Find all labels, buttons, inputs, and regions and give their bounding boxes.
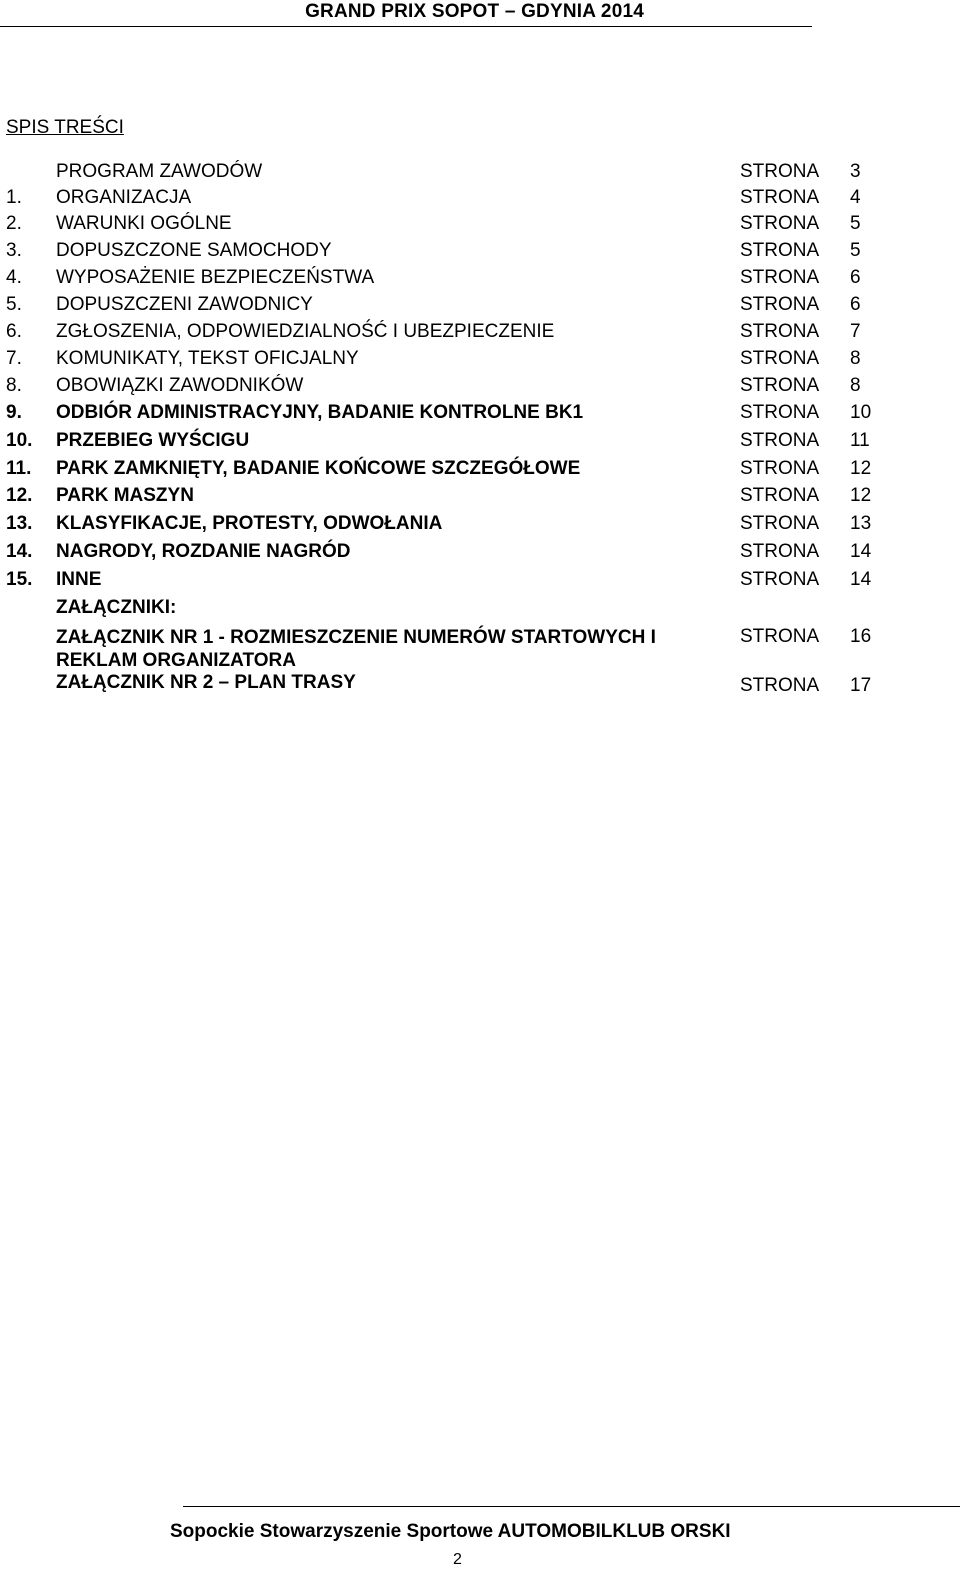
- toc-entry-title: KLASYFIKACJE, PROTESTY, ODWOŁANIA: [56, 513, 443, 534]
- toc-entry-title: WYPOSAŻENIE BEZPIECZEŃSTWA: [56, 267, 375, 288]
- toc-entry-strona-label: STRONA: [740, 267, 820, 288]
- toc-entry-page-number: 12: [850, 458, 872, 479]
- toc-entry-strona-label: STRONA: [740, 187, 820, 208]
- toc-entry-page-number: 4: [850, 187, 861, 208]
- toc-entry-page-number: 13: [850, 513, 872, 534]
- toc-heading: SPIS TREŚCI: [6, 117, 124, 138]
- toc-entry-title: KOMUNIKATY, TEKST OFICJALNY: [56, 348, 359, 369]
- toc-entry-number: 9.: [6, 402, 22, 423]
- toc-entry-page-number: 8: [850, 348, 861, 369]
- toc-entry-strona-label: STRONA: [740, 294, 820, 315]
- toc-entry-page-number: 3: [850, 161, 861, 182]
- toc-entry-strona-label: STRONA: [740, 348, 820, 369]
- toc-entry-number: 7.: [6, 348, 22, 369]
- toc-entry-title: ZGŁOSZENIA, ODPOWIEDZIALNOŚĆ I UBEZPIECZENIE: [56, 321, 555, 342]
- footer-rule: [183, 1506, 960, 1507]
- toc-entry-number: 5.: [6, 294, 22, 315]
- toc-entry-number: 3.: [6, 240, 22, 261]
- toc-entry-page-number: 6: [850, 267, 861, 288]
- toc-entry-strona-label: STRONA: [740, 402, 820, 423]
- footer-organization: Sopockie Stowarzyszenie Sportowe AUTOMOBILKLUB ORSKI: [170, 1521, 731, 1542]
- toc-entry-page-number: 16: [850, 626, 872, 647]
- toc-attachment-title: ZAŁĄCZNIK NR 2 – PLAN TRASY: [56, 672, 356, 693]
- toc-entry-number: 2.: [6, 213, 22, 234]
- document-header: [0, 0, 960, 26]
- toc-entry-title: ODBIÓR ADMINISTRACYJNY, BADANIE KONTROLNE BK1: [56, 402, 584, 423]
- page-number: 2: [453, 1551, 462, 1568]
- toc-entry-strona-label: STRONA: [740, 213, 820, 234]
- toc-entry-strona-label: STRONA: [740, 240, 820, 261]
- toc-entry-number: 6.: [6, 321, 22, 342]
- toc-entry-title: PARK MASZYN: [56, 485, 194, 506]
- toc-entry-number: 12.: [6, 485, 33, 506]
- toc-entry-title: PRZEBIEG WYŚCIGU: [56, 430, 250, 451]
- toc-entry-number: 11.: [6, 458, 32, 479]
- toc-entry-strona-label: STRONA: [740, 485, 820, 506]
- toc-entry-number: 4.: [6, 267, 22, 288]
- toc-entry-title: OBOWIĄZKI ZAWODNIKÓW: [56, 375, 304, 396]
- toc-attachment-title: ZAŁĄCZNIK NR 1 - ROZMIESZCZENIE NUMERÓW STARTOWYCH I REKLAM ORGANIZATORA: [56, 627, 656, 671]
- toc-entry-number: 15.: [6, 569, 33, 590]
- toc-entry-strona-label: STRONA: [740, 458, 820, 479]
- toc-entry-page-number: 12: [850, 485, 872, 506]
- toc-entry-page-number: 11: [850, 430, 870, 451]
- header-title: GRAND PRIX SOPOT – GDYNIA 2014: [305, 1, 644, 22]
- toc-entry-page-number: 17: [850, 675, 872, 696]
- toc-entry-number: 1.: [6, 187, 22, 208]
- toc-entry-strona-label: STRONA: [740, 626, 820, 647]
- toc-entry-page-number: 14: [850, 569, 872, 590]
- toc-entry-page-number: 7: [850, 321, 861, 342]
- toc-entry-strona-label: STRONA: [740, 569, 820, 590]
- toc-entry-strona-label: STRONA: [740, 675, 820, 696]
- toc-entry-strona-label: STRONA: [740, 321, 820, 342]
- toc-entry-number: 13.: [6, 513, 33, 534]
- toc-entry-strona-label: STRONA: [740, 541, 820, 562]
- toc-entry-title: INNE: [56, 569, 102, 590]
- toc-entry-strona-label: STRONA: [740, 375, 820, 396]
- toc-entry-title: PROGRAM ZAWODÓW: [56, 161, 263, 182]
- toc-attachments-heading: ZAŁĄCZNIKI:: [56, 597, 177, 618]
- toc-entry-title: DOPUSZCZONE SAMOCHODY: [56, 240, 332, 261]
- toc-entry-title: PARK ZAMKNIĘTY, BADANIE KOŃCOWE SZCZEGÓŁOWE: [56, 458, 581, 479]
- toc-entry-number: 10.: [6, 430, 33, 451]
- toc-entry-title: NAGRODY, ROZDANIE NAGRÓD: [56, 541, 351, 562]
- toc-entry-strona-label: STRONA: [740, 430, 820, 451]
- toc-entry-page-number: 8: [850, 375, 861, 396]
- toc-entry-page-number: 5: [850, 213, 861, 234]
- toc-entry-number: 14.: [6, 541, 33, 562]
- toc-entry-page-number: 5: [850, 240, 861, 261]
- toc-entry-number: 8.: [6, 375, 22, 396]
- toc-entry-title: WARUNKI OGÓLNE: [56, 213, 232, 234]
- toc-entry-page-number: 6: [850, 294, 861, 315]
- toc-entry-page-number: 10: [850, 402, 872, 423]
- toc-entry-strona-label: STRONA: [740, 513, 820, 534]
- header-rule: [0, 26, 812, 27]
- toc-entry-title: DOPUSZCZENI ZAWODNICY: [56, 294, 313, 315]
- toc-entry-page-number: 14: [850, 541, 872, 562]
- toc-entry-strona-label: STRONA: [740, 161, 820, 182]
- toc-entry-title: ORGANIZACJA: [56, 187, 192, 208]
